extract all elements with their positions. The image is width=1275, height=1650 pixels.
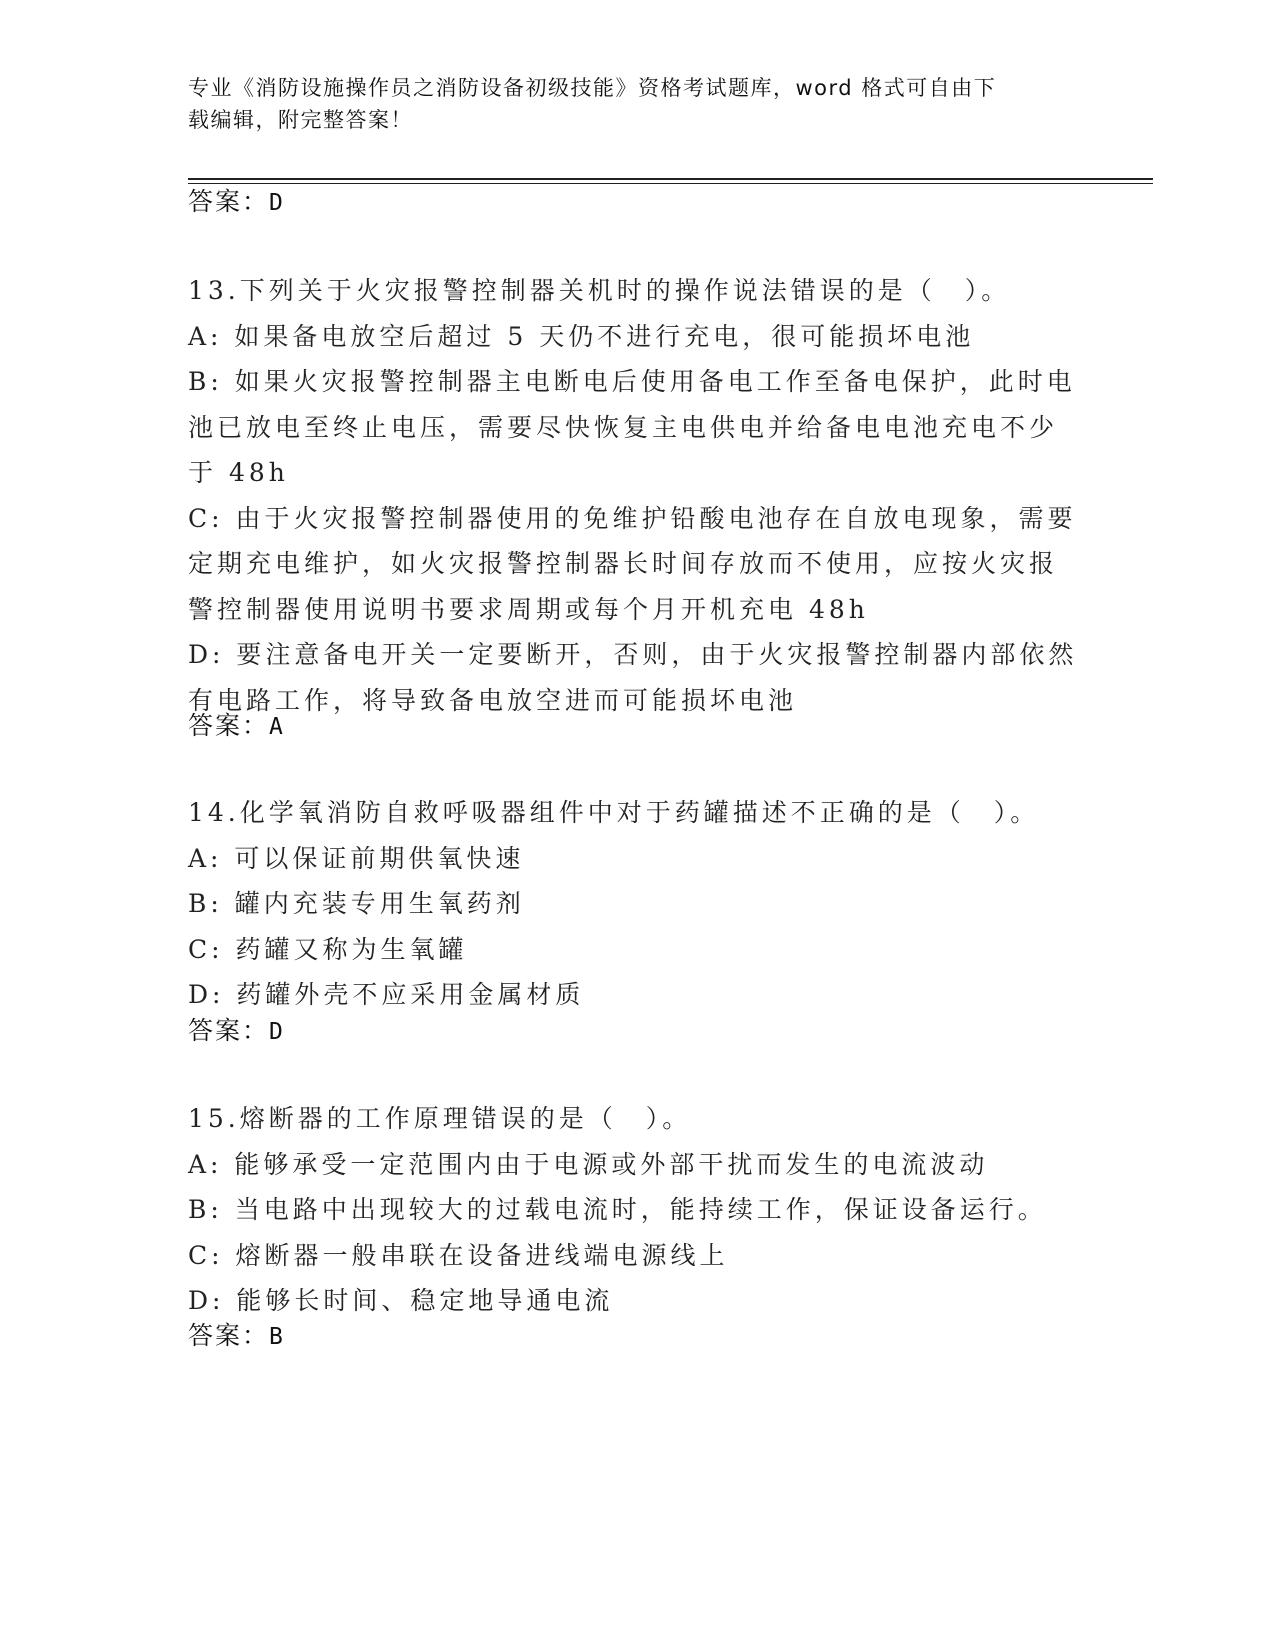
option-b: 于 48h xyxy=(188,458,289,487)
answer-line xyxy=(188,710,283,743)
option-c: 定期充电维护，如火灾报警控制器长时间存放而不使用，应按火灾报 xyxy=(188,549,1059,578)
answer-line xyxy=(188,1320,283,1353)
header-line: 载编辑，附完整答案！ xyxy=(188,108,413,132)
document-header xyxy=(188,72,1088,136)
question-15 xyxy=(188,1096,1068,1324)
answer-label: 答案： xyxy=(188,1016,270,1045)
option-d: 有电路工作，将导致备电放空进而可能损坏电池 xyxy=(188,685,798,715)
option-b: B: 罐内充装专用生氧药剂 xyxy=(188,889,525,918)
answer-label: 答案： xyxy=(188,711,270,740)
question-13 xyxy=(188,268,1078,723)
header-line: 专业《消防设施操作员之消防设备初级技能》资格考试题库，word 格式可自由下 xyxy=(188,76,997,100)
option-d: D: 药罐外壳不应采用金属材质 xyxy=(188,980,585,1009)
option-c: C: 由于火灾报警控制器使用的免维护铅酸电池存在自放电现象，需要 xyxy=(188,503,1077,533)
option-a: A: 可以保证前期供氧快速 xyxy=(188,843,525,873)
answer-line xyxy=(188,186,283,219)
option-c: 警控制器使用说明书要求周期或每个月开机充电 48h xyxy=(188,594,869,624)
option-b: B: 当电路中出现较大的过载电流时，能持续工作，保证设备运行。 xyxy=(188,1195,1047,1224)
answer-label: 答案： xyxy=(188,187,270,216)
option-a: A: 能够承受一定范围内由于电源或外部干扰而发生的电流波动 xyxy=(188,1149,989,1179)
option-b: B: 如果火灾报警控制器主电断电后使用备电工作至备电保护，此时电 xyxy=(188,367,1076,396)
option-a: A: 如果备电放空后超过 5 天仍不进行充电，很可能损坏电池 xyxy=(188,321,975,351)
question-14 xyxy=(188,790,1068,1018)
header-divider xyxy=(188,178,1153,180)
question-stem: 13.下列关于火灾报警控制器关机时的操作说法错误的是（ ）。 xyxy=(188,276,1011,305)
answer-label: 答案： xyxy=(188,1321,270,1350)
answer-value: D xyxy=(269,1019,283,1045)
answer-value: B xyxy=(269,1324,283,1350)
option-d: D: 能够长时间、稳定地导通电流 xyxy=(188,1286,614,1315)
option-b: 池已放电至终止电压，需要尽快恢复主电供电并给备电电池充电不少 xyxy=(188,412,1059,442)
header-divider-thin xyxy=(188,183,1153,184)
option-c: C: 药罐又称为生氧罐 xyxy=(188,934,468,964)
answer-line xyxy=(188,1015,283,1048)
question-stem: 15.熔断器的工作原理错误的是（ ）。 xyxy=(188,1104,692,1133)
option-c: C: 熔断器一般串联在设备进线端电源线上 xyxy=(188,1240,729,1270)
question-stem: 14.化学氧消防自救呼吸器组件中对于药罐描述不正确的是（ ）。 xyxy=(188,798,1040,827)
option-d: D: 要注意备电开关一定要断开，否则，由于火灾报警控制器内部依然 xyxy=(188,640,1078,669)
answer-value: A xyxy=(269,714,283,740)
answer-value: D xyxy=(269,190,283,216)
